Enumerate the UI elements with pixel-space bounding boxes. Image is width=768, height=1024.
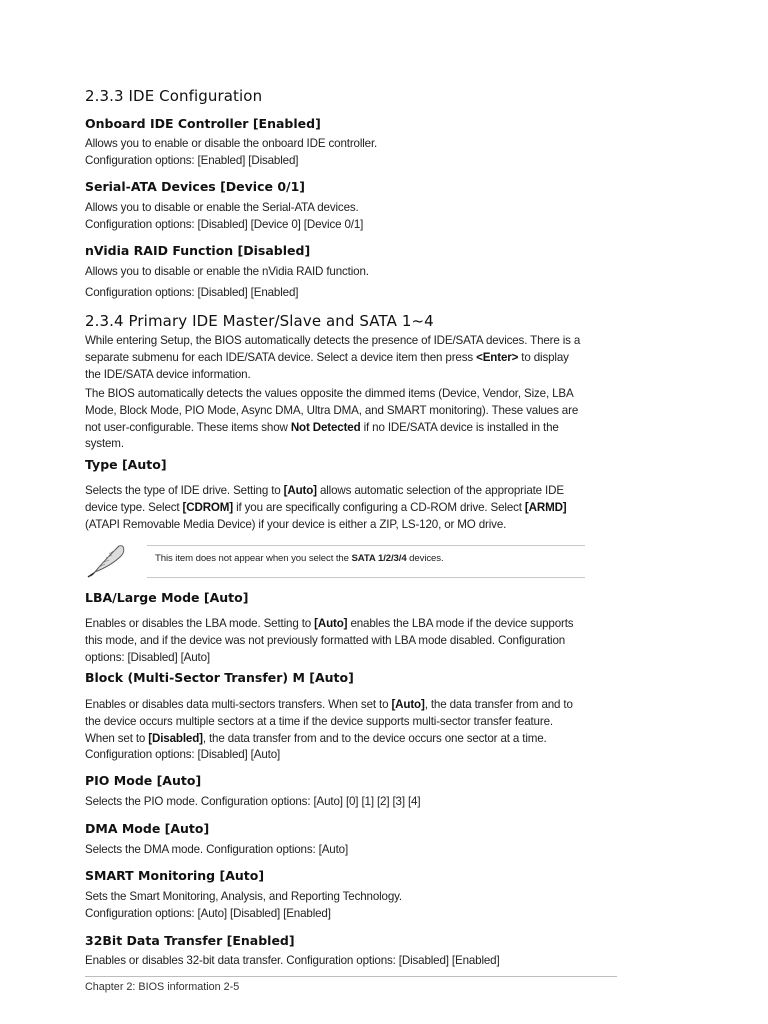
footer-rule	[85, 976, 617, 977]
onboard-ide-desc: Allows you to enable or disable the onboard IDE controller.	[85, 137, 378, 150]
note-rule-top	[147, 545, 585, 546]
block-desc: Enables or disables data multi-sectors transfers. When set to [Auto], the data transfer from and to the device occurs multiple sectors at a time if the device supports multi-sector transfer feature. When set to [Disabled], the data transfer from and to the device occurs one sector at a time. Configuration options: [Disabled] [Auto]	[85, 698, 573, 762]
nvidia-raid-desc: Allows you to disable or enable the nVidia RAID function.	[85, 265, 369, 278]
nvidia-raid-options: Configuration options: [Disabled] [Enabled]	[85, 286, 299, 299]
s234-paragraph-2: The BIOS automatically detects the values opposite the dimmed items (Device, Vendor, Size, LBA Mode, Block Mode, PIO Mode, Async DMA, Ultra DMA, and SMART monitoring). These values are not user-configurable. These items show Not Detected if no IDE/SATA device is installed in the system.	[85, 387, 579, 451]
lba-desc: Enables or disables the LBA mode. Setting to [Auto] enables the LBA mode if the device supports this mode, and if the device was not previously formatted with LBA mode disabled. Configuration options: [Disabled] [Auto]	[85, 617, 574, 664]
heading-nvidia-raid: nVidia RAID Function [Disabled]	[85, 243, 311, 258]
sata-devices-desc: Allows you to disable or enable the Serial-ATA devices.	[85, 201, 359, 214]
heading-onboard-ide: Onboard IDE Controller [Enabled]	[85, 116, 321, 131]
smart-options: Configuration options: [Auto] [Disabled] [Enabled]	[85, 907, 331, 920]
page-footer: Chapter 2: BIOS information 2-5	[85, 981, 240, 993]
pio-desc: Selects the PIO mode. Configuration options: [Auto] [0] [1] [2] [3] [4]	[85, 795, 421, 808]
note-text: This item does not appear when you select the SATA 1/2/3/4 devices.	[155, 553, 444, 564]
dma-desc: Selects the DMA mode. Configuration options: [Auto]	[85, 843, 349, 856]
section-title-2-3-4: 2.3.4 Primary IDE Master/Slave and SATA 1~4	[85, 312, 434, 330]
feather-icon	[85, 540, 129, 580]
smart-desc: Sets the Smart Monitoring, Analysis, and Reporting Technology.	[85, 890, 403, 903]
note-rule-bottom	[147, 577, 585, 578]
heading-pio: PIO Mode [Auto]	[85, 773, 202, 788]
heading-block: Block (Multi-Sector Transfer) M [Auto]	[85, 670, 354, 685]
heading-type: Type [Auto]	[85, 457, 167, 472]
32bit-desc: Enables or disables 32-bit data transfer. Configuration options: [Disabled] [Enabled]	[85, 954, 500, 967]
note-box	[85, 540, 585, 578]
heading-dma: DMA Mode [Auto]	[85, 821, 210, 836]
section-title-2-3-3: 2.3.3 IDE Configuration	[85, 87, 263, 105]
sata-devices-options: Configuration options: [Disabled] [Device 0] [Device 0/1]	[85, 218, 364, 231]
type-desc: Selects the type of IDE drive. Setting to [Auto] allows automatic selection of the appropriate IDE device type. Select [CDROM] if you are specifically configuring a CD-ROM drive. Select [ARMD] (ATAPI Removable Media Device) if your device is either a ZIP, LS-120, or MO drive.	[85, 484, 567, 531]
heading-lba: LBA/Large Mode [Auto]	[85, 590, 249, 605]
s234-paragraph-1: While entering Setup, the BIOS automatically detects the presence of IDE/SATA devices. There is a separate submenu for each IDE/SATA device. Select a device item then press <Enter> to display the IDE/SATA device information.	[85, 334, 581, 381]
onboard-ide-options: Configuration options: [Enabled] [Disabled]	[85, 154, 299, 167]
heading-32bit: 32Bit Data Transfer [Enabled]	[85, 933, 295, 948]
heading-smart: SMART Monitoring [Auto]	[85, 868, 265, 883]
heading-sata-devices: Serial-ATA Devices [Device 0/1]	[85, 179, 306, 194]
